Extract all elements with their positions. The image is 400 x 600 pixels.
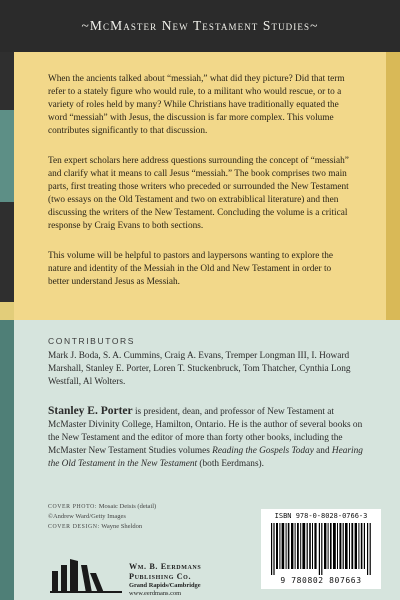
credit-value: Wayne Sheldon — [99, 523, 143, 530]
description-paragraph: This volume will be helpful to pastors and laypersons wanting to explore the nature and identity of the Messiah in the Old and New Testament in order to better understand Jesus as Messiah. — [48, 251, 334, 288]
copyright-credit: ©Andrew Ward/Getty Images — [48, 513, 126, 520]
author-name: Stanley E. Porter — [48, 405, 133, 417]
bio-text: and — [313, 446, 332, 457]
left-stripe — [0, 110, 14, 202]
description-panel — [14, 52, 386, 320]
credit-label: COVER PHOTO: — [48, 504, 98, 510]
book-title: Hearing the Old Testament in the New Testament — [48, 446, 363, 470]
author-bio — [48, 405, 370, 471]
design-credit — [48, 522, 248, 532]
publisher-city: Grand Rapids/Cambridge — [129, 582, 201, 589]
barcode-number: 9 780802 807663 — [280, 576, 362, 585]
barcode — [261, 509, 381, 589]
bio-text: (both Eerdmans). — [197, 459, 264, 470]
bio-text: is president, dean, and professor of New Testament at McMaster Divinity College, Hamilton, Ontario. He is the author of several books on the New Testament and the editor of more than forty other books, including the McMaster New Testament Studies volumes — [48, 407, 363, 457]
credit-label: COVER DESIGN: — [48, 524, 100, 530]
left-stripe — [0, 302, 14, 320]
publisher-name: Wm. B. Eerdmans — [129, 562, 202, 571]
left-stripe — [0, 52, 14, 110]
description-paragraph: When the ancients talked about “messiah,” what did they picture? Did that term refer to a stately figure who would rule, to a militant who would rescue, or to a variety of roles held by many? While Christians have traditionally equated the word “messiah” with Jesus, the discussion is far more complex. This volume contributes significantly to that discussion. — [48, 74, 345, 137]
publisher-block — [129, 562, 239, 598]
contributors-list: Mark J. Boda, S. A. Cummins, Craig A. Evans, Tremper Longman III, I. Howard Marshall, Stanley E. Porter, Loren T. Stuckenbruck, Tom Thatcher, Cynthia Long Westfall, Al Wolters. — [48, 351, 351, 387]
left-stripe — [0, 202, 14, 302]
isbn-text: ISBN 978-0-8028-0766-3 — [274, 512, 368, 520]
book-title: Reading the Gospels Today — [212, 446, 314, 457]
contributors-heading: CONTRIBUTORS — [48, 336, 136, 346]
publisher-name: Publishing Co. — [129, 572, 192, 581]
credit-value: Mosaic Deisis (detail) — [97, 503, 157, 510]
cover-credits — [48, 502, 248, 532]
right-stripe — [386, 52, 400, 320]
description-paragraph: Ten expert scholars here address questions surrounding the concept of “messiah” and clarify what it means to call Jesus “messiah.” The book comprises two main parts, first treating those writers who preceded or surrounded the New Testament (two essays on the Old Testament and two on extrabiblical literature) and then discussing the writers of the New Testament. Concluding the volume is a critical response by Craig Evans to both sections. — [48, 156, 349, 232]
photo-credit — [48, 502, 248, 512]
barcode-bars-icon — [271, 523, 371, 575]
series-title: ~McMaster New Testament Studies~ — [81, 18, 319, 33]
left-stripe — [0, 320, 14, 600]
header-band — [0, 0, 400, 52]
publisher-url: www.eerdmans.com — [129, 590, 182, 597]
publisher-logo-icon — [50, 559, 122, 593]
